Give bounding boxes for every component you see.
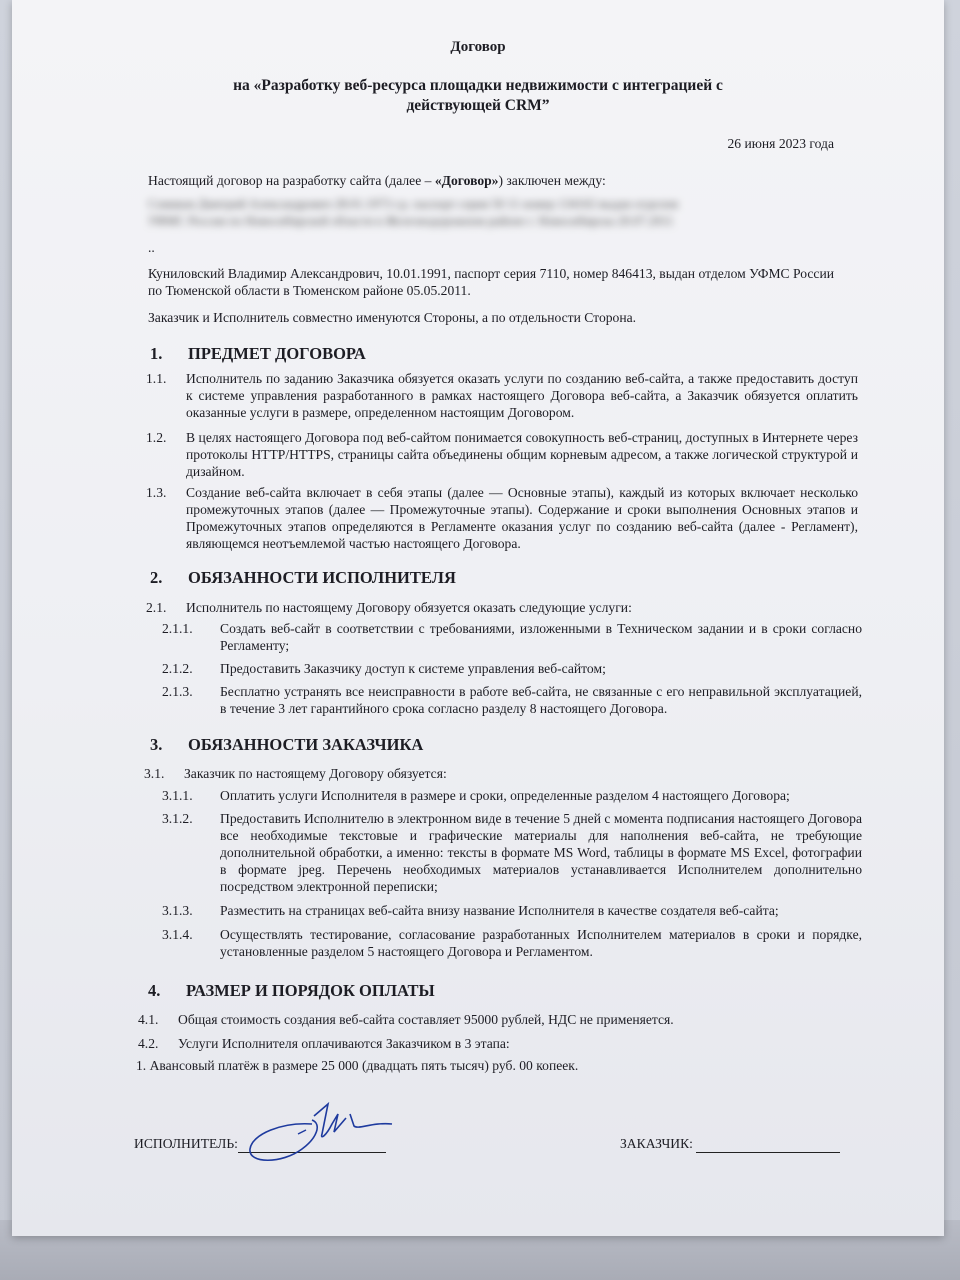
clause-number: 2.1.2. xyxy=(162,661,193,676)
clause-1-2 xyxy=(146,430,858,481)
signature-stroke-main xyxy=(314,1104,346,1137)
clause-text: В целях настоящего Договора под веб-сайтом понимается совокупность веб-страниц, доступных в Интернете через протоколы HTTP/HTTPS, страницы сайта объединены общим корневым адресом, а также логической структурой и дизайном. xyxy=(186,430,858,479)
parties-note: Заказчик и Исполнитель совместно именуются Стороны, а по отдельности Сторона. xyxy=(148,310,637,325)
clause-text: Общая стоимость создания веб-сайта составляет 95000 рублей, НДС не применяется. xyxy=(178,1012,674,1027)
signature-stroke-dash xyxy=(298,1130,306,1134)
handwritten-signature xyxy=(242,1094,412,1174)
clause-4-2 xyxy=(138,1036,850,1053)
section-title: ОБЯЗАННОСТИ ЗАКАЗЧИКА xyxy=(188,735,424,754)
clause-number: 3.1. xyxy=(144,766,165,781)
section-number: 1. xyxy=(150,344,163,363)
intro-text-after: ) заключен между: xyxy=(498,173,606,188)
intro-paragraph xyxy=(148,173,606,190)
dots: .. xyxy=(148,240,155,255)
section-title: ПРЕДМЕТ ДОГОВОРА xyxy=(188,344,366,363)
clause-text: Бесплатно устранять все неисправности в работе веб-сайта, не связанные с его неправильной эксплуатацией, в течение 3 лет гарантийного срока согласно разделу 8 настоящего Договора. xyxy=(220,684,862,716)
clause-number: 3.1.4. xyxy=(162,927,193,942)
clause-number: 2.1.1. xyxy=(162,621,193,636)
section-heading-4 xyxy=(148,981,435,1002)
clause-1-3 xyxy=(146,485,858,553)
intro-term: «Договор» xyxy=(434,173,499,188)
section-heading-2 xyxy=(150,568,456,589)
clause-number: 1.1. xyxy=(146,371,167,386)
executor-label: ИСПОЛНИТЕЛЬ: xyxy=(134,1136,238,1151)
contract-date: 26 июня 2023 года xyxy=(727,136,834,151)
clause-1-1 xyxy=(146,371,858,422)
intro-text-before: Настоящий договор на разработку сайта (далее – xyxy=(148,173,435,188)
contract-page xyxy=(12,0,944,1236)
clause-2-1 xyxy=(146,600,858,617)
clause-text: Оплатить услуги Исполнителя в размере и сроки, определенные разделом 4 настоящего Договора; xyxy=(220,788,790,803)
clause-3-1-3 xyxy=(162,903,862,920)
clause-4-1 xyxy=(138,1012,850,1029)
clause-text: Заказчик по настоящему Договору обязуется: xyxy=(184,766,447,781)
section-title: РАЗМЕР И ПОРЯДОК ОПЛАТЫ xyxy=(186,981,435,1000)
customer-signature-line xyxy=(696,1138,840,1153)
clause-3-1-4 xyxy=(162,927,862,961)
clause-number: 3.1.2. xyxy=(162,811,193,826)
clause-number: 4.2. xyxy=(138,1036,159,1051)
clause-2-1-3 xyxy=(162,684,862,718)
subtitle-line-2: действующей CRM” xyxy=(406,97,550,115)
clause-text: Услуги Исполнителя оплачиваются Заказчиком в 3 этапа: xyxy=(178,1036,510,1051)
clause-number: 2.1. xyxy=(146,600,167,615)
clause-3-1 xyxy=(144,766,856,783)
clause-text: Предоставить Заказчику доступ к системе управления веб-сайтом; xyxy=(220,661,606,676)
clause-2-1-1 xyxy=(162,621,862,655)
clause-text: Осуществлять тестирование, согласование разработанных Исполнителем материалов в сроки и порядке, установленные разделом 5 настоящего Договора и Регламентом. xyxy=(220,927,862,959)
customer-label: ЗАКАЗЧИК: xyxy=(620,1136,693,1151)
redacted-party: Сомиков Дмитрий Александрович 28.01.1973 г.р. паспорт серия 50 11 номер 134102 выдан отделом УФМС России по Новосибирской области в Железнодорожном районе г. Новосибирска 20.07.2011 xyxy=(148,197,679,228)
section-heading-1 xyxy=(150,344,366,365)
customer-signature-block xyxy=(620,1136,840,1153)
clause-text: Создать веб-сайт в соответствии с требованиями, изложенными в Техническом задании и в сроки согласно Регламенту; xyxy=(220,621,862,653)
clause-number: 1.3. xyxy=(146,485,167,500)
payment-stage-1: 1. Авансовый платёж в размере 25 000 (двадцать пять тысяч) руб. 00 копеек. xyxy=(136,1058,579,1073)
clause-text: Создание веб-сайта включает в себя этапы (далее — Основные этапы), каждый из которых включает несколько промежуточных этапов (далее — Промежуточные этапы). Содержание и сроки выполнения Основных этапов и Промежуточных этапов определяются в Регламенте оказания услуг по созданию веб-сайта (далее - Регламент), являющемся неотъемлемой частью настоящего Договора. xyxy=(186,485,858,551)
clause-3-1-1 xyxy=(162,788,862,805)
clause-3-1-2 xyxy=(162,811,862,896)
subtitle-line-1: на «Разработку веб-ресурса площадки недвижимости с интеграцией с xyxy=(233,77,723,94)
section-number: 4. xyxy=(148,981,161,1000)
clause-number: 3.1.1. xyxy=(162,788,193,803)
section-heading-3 xyxy=(150,735,423,756)
section-number: 3. xyxy=(150,735,163,754)
document-title: Договор xyxy=(450,39,506,55)
clause-number: 1.2. xyxy=(146,430,167,445)
section-title: ОБЯЗАННОСТИ ИСПОЛНИТЕЛЯ xyxy=(188,568,456,587)
executor-party: Куниловский Владимир Александрович, 10.01.1991, паспорт серия 7110, номер 846413, выдан отделом УФМС России по Тюменской области в Тюменском районе 05.05.2011. xyxy=(148,266,834,298)
clause-number: 4.1. xyxy=(138,1012,159,1027)
clause-number: 3.1.3. xyxy=(162,903,193,918)
clause-number: 2.1.3. xyxy=(162,684,193,699)
clause-text: Исполнитель по настоящему Договору обязуется оказать следующие услуги: xyxy=(186,600,632,615)
clause-2-1-2 xyxy=(162,661,862,678)
document-subtitle xyxy=(12,76,944,116)
clause-text: Исполнитель по заданию Заказчика обязуется оказать услуги по созданию веб-сайта, а также предоставить доступ к системе управления разработанного в рамках настоящего Договора веб-сайта, а Заказчик обязуется оплатить оказанные услуги в размере, определенном настоящим Договором. xyxy=(186,371,858,420)
signature-stroke-loop xyxy=(250,1120,317,1160)
clause-text: Предоставить Исполнителю в электронном виде в течение 5 дней с момента подписания настоящего Договора все необходимые текстовые и графические материалы для наполнения веб-сайта, не требующие дополнительной обработки, а именно: тексты в формате MS Word, таблицы в формате MS Excel, фотографии в формате jpeg. Перечень необходимых материалов устанавливается Исполнителем дополнительно посредством электронной переписки; xyxy=(220,811,862,894)
clause-text: Разместить на страницах веб-сайта внизу название Исполнителя в качестве создателя веб-сайта; xyxy=(220,903,779,918)
signature-stroke-tail xyxy=(350,1114,392,1127)
section-number: 2. xyxy=(150,568,163,587)
